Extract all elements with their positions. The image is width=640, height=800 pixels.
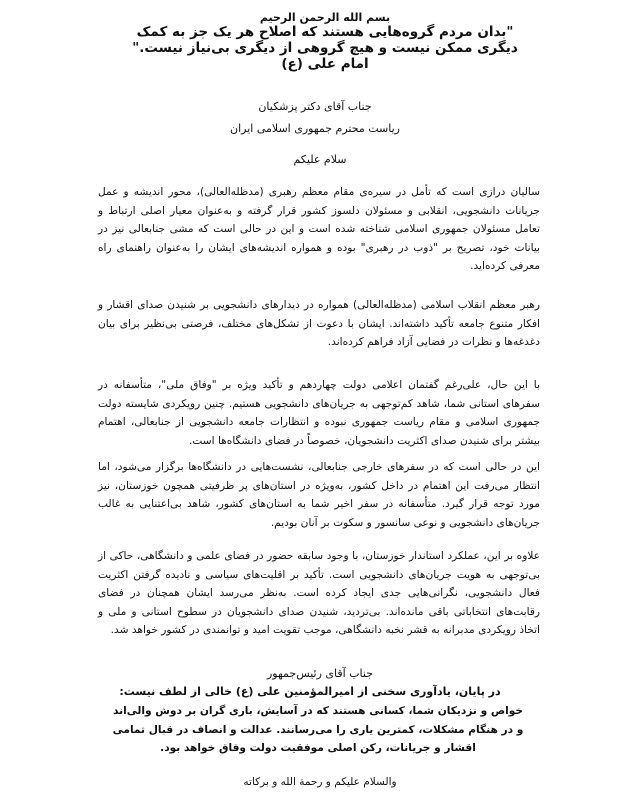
recipient-address <box>170 96 460 140</box>
recipient-name: جناب آقای دکتر پزشکیان <box>258 100 372 113</box>
recipient-title: ریاست محترم جمهوری اسلامی ایران <box>230 122 400 135</box>
body-paragraph-4: این در حالی است که در سفرهای خارجی جنابعالی، نشست‌هایی در دانشگاه‌ها برگزار می‌شود، اما انتظار می‌رفت این اهتمام در داخل کشور، به‌ویژه در استان‌های پر ظرفیتی همچون خوزستان، نیز مورد توجه قرار گیرد. متأسفانه در سفر اخیر شما به استان‌های کشور، شاهد بی‌اعتنایی به غالب جریان‌های دانشجویی و نوعی سانسور و سکوت بر آنان بودیم. <box>98 461 540 529</box>
body-paragraph-3: با این حال، علی‌رغم گفتمان اعلامی دولت چهاردهم و تأکید ویژه بر "وفاق ملی"، متأسفانه در سفرهای استانی شما، شاهد کم‌توجهی به جریان‌های دانشجویی هستیم. چنین رویکردی شایسته دولت جمهوری اسلامی و مقام ریاست جمهوری نبوده و انتظارات جامعه دانشجویی از جنابعالی، اهتمام بیشتر برای شنیدن صدای اکثریت دانشجویان، خصوصاً در فضای دانشگاه‌ها است. <box>98 379 540 447</box>
basmala-heading: بسم الله الرحمن الرحيم <box>259 11 391 24</box>
hadith-text: "بدان مردم گروه‌هایی هستند که اصلاح هر یک جز به کمک دیگری ممکن نیست و هیچ گروهی از دیگری بی‌نیاز نیست." <box>132 24 518 56</box>
opening-hadith <box>120 24 530 72</box>
farewell-line: والسلام علیکم و رحمة الله و برکاته <box>243 776 397 788</box>
greeting: سلام علیکم <box>293 153 347 166</box>
closing-quote: خواص و نزدیکان شما، کسانی هستند که در آسایش، باری گران بر دوش والی‌اند و در هنگام مشکلات، کمترین یاری را می‌رسانند. عدالت و انصاف در قبال تمامی اقشار و جریانات، رکن اصلی موفقیت دولت وفاق خواهد بود. <box>112 705 524 755</box>
body-paragraph-2: رهبر معظم انقلاب اسلامی (مدظله‌العالی) همواره در دیدارهای دانشجویی بر شنیدن صدای اقشار و افکار متنوع جامعه تأکید داشته‌اند. ایشان با دعوت از تشکل‌های مختلف، فرصتی بی‌نظیر برای بیان دغدغه‌ها و نظرات در فضایی آزاد فراهم کرده‌اند. <box>98 299 540 349</box>
body-paragraph-1: سالیان درازی است که تأمل در سیره‌ی مقام معظم رهبری (مدظله‌العالی)، محور اندیشه و عمل جریانات دانشجویی، انقلابی و مسئولان دلسوز کشور قرار گرفته و به‌عنوان معیار اصلی ارتباط و تعامل مسئولان جمهوری اسلامی شناخته شده است و این در حالی است که مشی جنابعالی نیز در بیانات خود، تصریح بر "ذوب در رهبری" بوده و همواره اندیشه‌های ایشان را به‌عنوان راهنمای راه معرفی کرده‌اید. <box>98 186 540 273</box>
closing-address: جناب آقای رئیس‌جمهور <box>266 667 374 680</box>
hadith-source: امام علی (ع) <box>281 56 369 72</box>
body-paragraph-5: علاوه بر این، عملکرد استاندار خوزستان، با وجود سابقه حضور در فضای علمی و دانشگاهی، حاکی از بی‌توجهی به هویت جریان‌های دانشجویی است. تأکید بر اقلیت‌های سیاسی و نادیده گرفتن اکثریت فعال دانشجویی، نگرانی‌هایی جدی ایجاد کرده است. به‌نظر می‌رسد ایشان همچنان در فضای رقابت‌های انتخاباتی باقی مانده‌اند. بی‌تردید، شنیدن صدای دانشجویان در سطوح استانی و ملی و اتخاذ رویکردی مدبرانه به قشر نخبه دانشگاهی، موجب تقویت امید و توانمندی در کشور خواهد شد. <box>98 550 540 637</box>
closing-intro: در پایان، یادآوری سخنی از امیرالمؤمنین علی (ع) خالی از لطف نیست: <box>119 685 501 698</box>
